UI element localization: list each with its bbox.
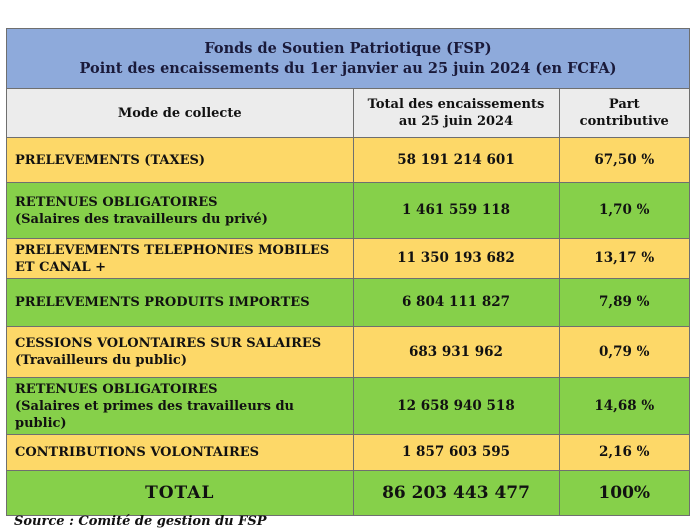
table-row: [7, 435, 689, 471]
header-part: Part contributive: [559, 89, 689, 138]
row-amount: 683 931 962: [353, 327, 559, 378]
source-note: Source : Comité de gestion du FSP: [14, 514, 267, 529]
row-amount: 58 191 214 601: [353, 138, 559, 183]
row-label: PRELEVEMENTS (TAXES): [7, 138, 353, 183]
row-label: CONTRIBUTIONS VOLONTAIRES: [7, 435, 353, 471]
table-row: [7, 327, 689, 378]
table-title: [7, 29, 689, 89]
row-share: 14,68 %: [559, 378, 689, 435]
total-share: 100%: [559, 471, 689, 516]
total-label: TOTAL: [7, 471, 353, 516]
row-share: 67,50 %: [559, 138, 689, 183]
title-line-2: Point des encaissements du 1er janvier au 25 juin 2024 (en FCFA): [79, 59, 617, 77]
header-row: [7, 89, 689, 138]
row-label: RETENUES OBLIGATOIRES (Salaires et primes des travailleurs du public): [7, 378, 353, 435]
header-total: Total des encaissements au 25 juin 2024: [353, 89, 559, 138]
table-row: [7, 183, 689, 239]
row-share: 13,17 %: [559, 239, 689, 279]
row-amount: 6 804 111 827: [353, 279, 559, 327]
total-amount: 86 203 443 477: [353, 471, 559, 516]
row-share: 2,16 %: [559, 435, 689, 471]
row-amount: 12 658 940 518: [353, 378, 559, 435]
row-amount: 1 461 559 118: [353, 183, 559, 239]
row-label: CESSIONS VOLONTAIRES SUR SALAIRES (Travailleurs du public): [7, 327, 353, 378]
row-share: 7,89 %: [559, 279, 689, 327]
collections-table: [7, 89, 689, 515]
row-label: PRELEVEMENTS TELEPHONIES MOBILES ET CANAL +: [7, 239, 353, 279]
table-row: [7, 279, 689, 327]
fsp-table-sheet: [6, 28, 690, 516]
table-row: [7, 378, 689, 435]
row-label: RETENUES OBLIGATOIRES (Salaires des travailleurs du privé): [7, 183, 353, 239]
table-body: [7, 138, 689, 516]
row-label: PRELEVEMENTS PRODUITS IMPORTES: [7, 279, 353, 327]
row-amount: 11 350 193 682: [353, 239, 559, 279]
row-amount: 1 857 603 595: [353, 435, 559, 471]
row-share: 0,79 %: [559, 327, 689, 378]
total-row: [7, 471, 689, 516]
table-row: [7, 239, 689, 279]
row-share: 1,70 %: [559, 183, 689, 239]
title-line-1: Fonds de Soutien Patriotique (FSP): [204, 39, 492, 57]
table-row: [7, 138, 689, 183]
header-mode: Mode de collecte: [7, 89, 353, 138]
